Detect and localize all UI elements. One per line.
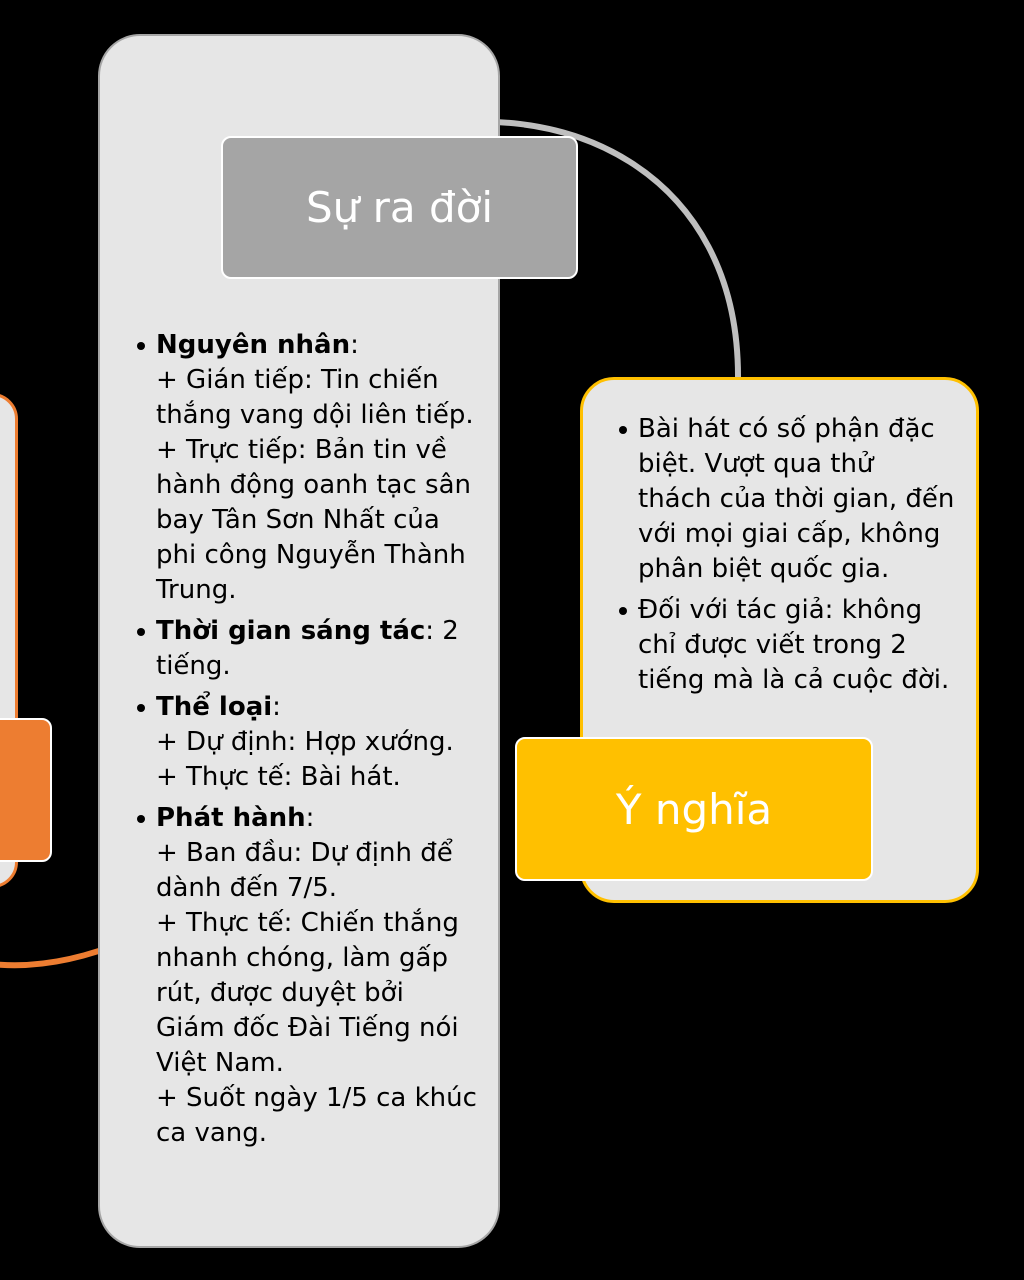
bullet-suffix: : 2 tiếng. — [156, 616, 459, 681]
y-nghia-content — [615, 412, 955, 704]
y-nghia-bullet: Bài hát có số phận đặc biệt. Vượt qua thử thách của thời gian, đến với mọi giai cấp, không phân biệt quốc gia. — [615, 412, 955, 587]
bullet-heading: Thời gian sáng tác — [156, 616, 426, 646]
detail-line: + Thực tế: Bài hát. — [156, 762, 401, 792]
detail-line: + Gián tiếp: Tin chiến thắng vang dội liên tiếp. — [156, 365, 474, 430]
bullet-the-loai — [133, 690, 478, 795]
detail-line: + Thực tế: Chiến thắng nhanh chóng, làm gấp rút, được duyệt bởi Giám đốc Đài Tiếng nói Việt Nam. — [156, 908, 459, 1078]
bullet-suffix: : — [272, 692, 281, 722]
bullet-phat-hanh — [133, 801, 478, 1151]
y-nghia-title-box — [515, 737, 873, 881]
detail-line: + Suốt ngày 1/5 ca khúc ca vang. — [156, 1083, 477, 1148]
y-nghia-bullet: Đối với tác giả: không chỉ được viết trong 2 tiếng mà là cả cuộc đời. — [615, 593, 955, 698]
bullet-suffix: : — [305, 803, 315, 833]
su-ra-doi-content — [133, 328, 478, 1157]
detail-line: + Trực tiếp: Bản tin về hành động oanh tạc sân bay Tân Sơn Nhất của phi công Nguyễn Thành Trung. — [156, 435, 471, 605]
bullet-suffix: : — [350, 330, 359, 360]
bullet-heading: Nguyên nhân — [156, 330, 351, 360]
bullet-nguyen-nhan — [133, 328, 478, 608]
su-ra-doi-title: Sự ra đời — [305, 183, 493, 232]
detail-line: + Dự định: Hợp xướng. — [156, 727, 454, 757]
su-ra-doi-title-box — [221, 136, 578, 279]
detail-line: + Ban đầu: Dự định để dành đến 7/5. — [156, 838, 453, 903]
left-title-box — [0, 718, 52, 862]
bullet-thoi-gian-sang-tac — [133, 614, 478, 684]
bullet-heading: Thể loại — [156, 692, 273, 722]
bullet-heading: Phát hành — [156, 803, 306, 833]
y-nghia-title: Ý nghĩa — [615, 784, 773, 834]
